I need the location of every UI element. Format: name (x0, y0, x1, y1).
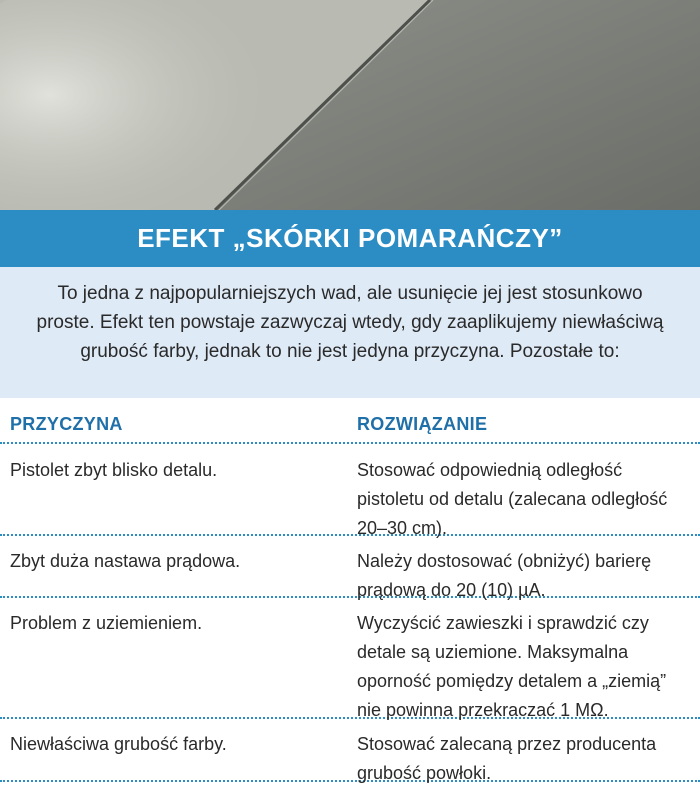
section-title: EFEKT „SKÓRKI POMARAŃCZY” (137, 223, 563, 253)
header-solution: ROZWIĄZANIE (357, 414, 488, 434)
table-header-row (0, 398, 700, 444)
header-cause: PRZYCZYNA (10, 414, 123, 434)
solution-cell: Stosować zalecaną przez producenta grubość powłoki. (357, 734, 657, 783)
cause-solution-table (0, 398, 700, 782)
painted-panel-illustration (0, 0, 700, 210)
table-row (0, 719, 700, 782)
intro-paragraph: To jedna z najpopularniejszych wad, ale usunięcie jej jest stosunkowo proste. Efekt ten powstaje zazwyczaj wtedy, gdy zaaplikujemy niewłaściwą grubość farby, jednak to nie jest jedyna przyczyna. Pozostałe to: (0, 267, 700, 398)
table-row (0, 598, 700, 719)
cause-cell: Niewłaściwa grubość farby. (10, 734, 227, 754)
solution-cell: Wyczyścić zawieszki i sprawdzić czy detale są uziemione. Maksymalna oporność pomiędzy detalem a „ziemią” nie powinna przekraczać 1 MΩ. (357, 613, 667, 720)
solution-cell: Stosować odpowiednią odległość pistoletu od detalu (zalecana odległość 20–30 cm). (357, 460, 668, 538)
section-banner (0, 210, 700, 267)
cause-cell: Problem z uziemieniem. (10, 613, 203, 633)
table-row (0, 444, 700, 536)
cause-cell: Pistolet zbyt blisko detalu. (10, 460, 218, 480)
cause-cell: Zbyt duża nastawa prądowa. (10, 551, 241, 571)
orange-peel-photo (0, 0, 700, 210)
solution-cell: Należy dostosować (obniżyć) barierę prądową do 20 (10) µA. (357, 551, 652, 600)
table-row (0, 536, 700, 598)
